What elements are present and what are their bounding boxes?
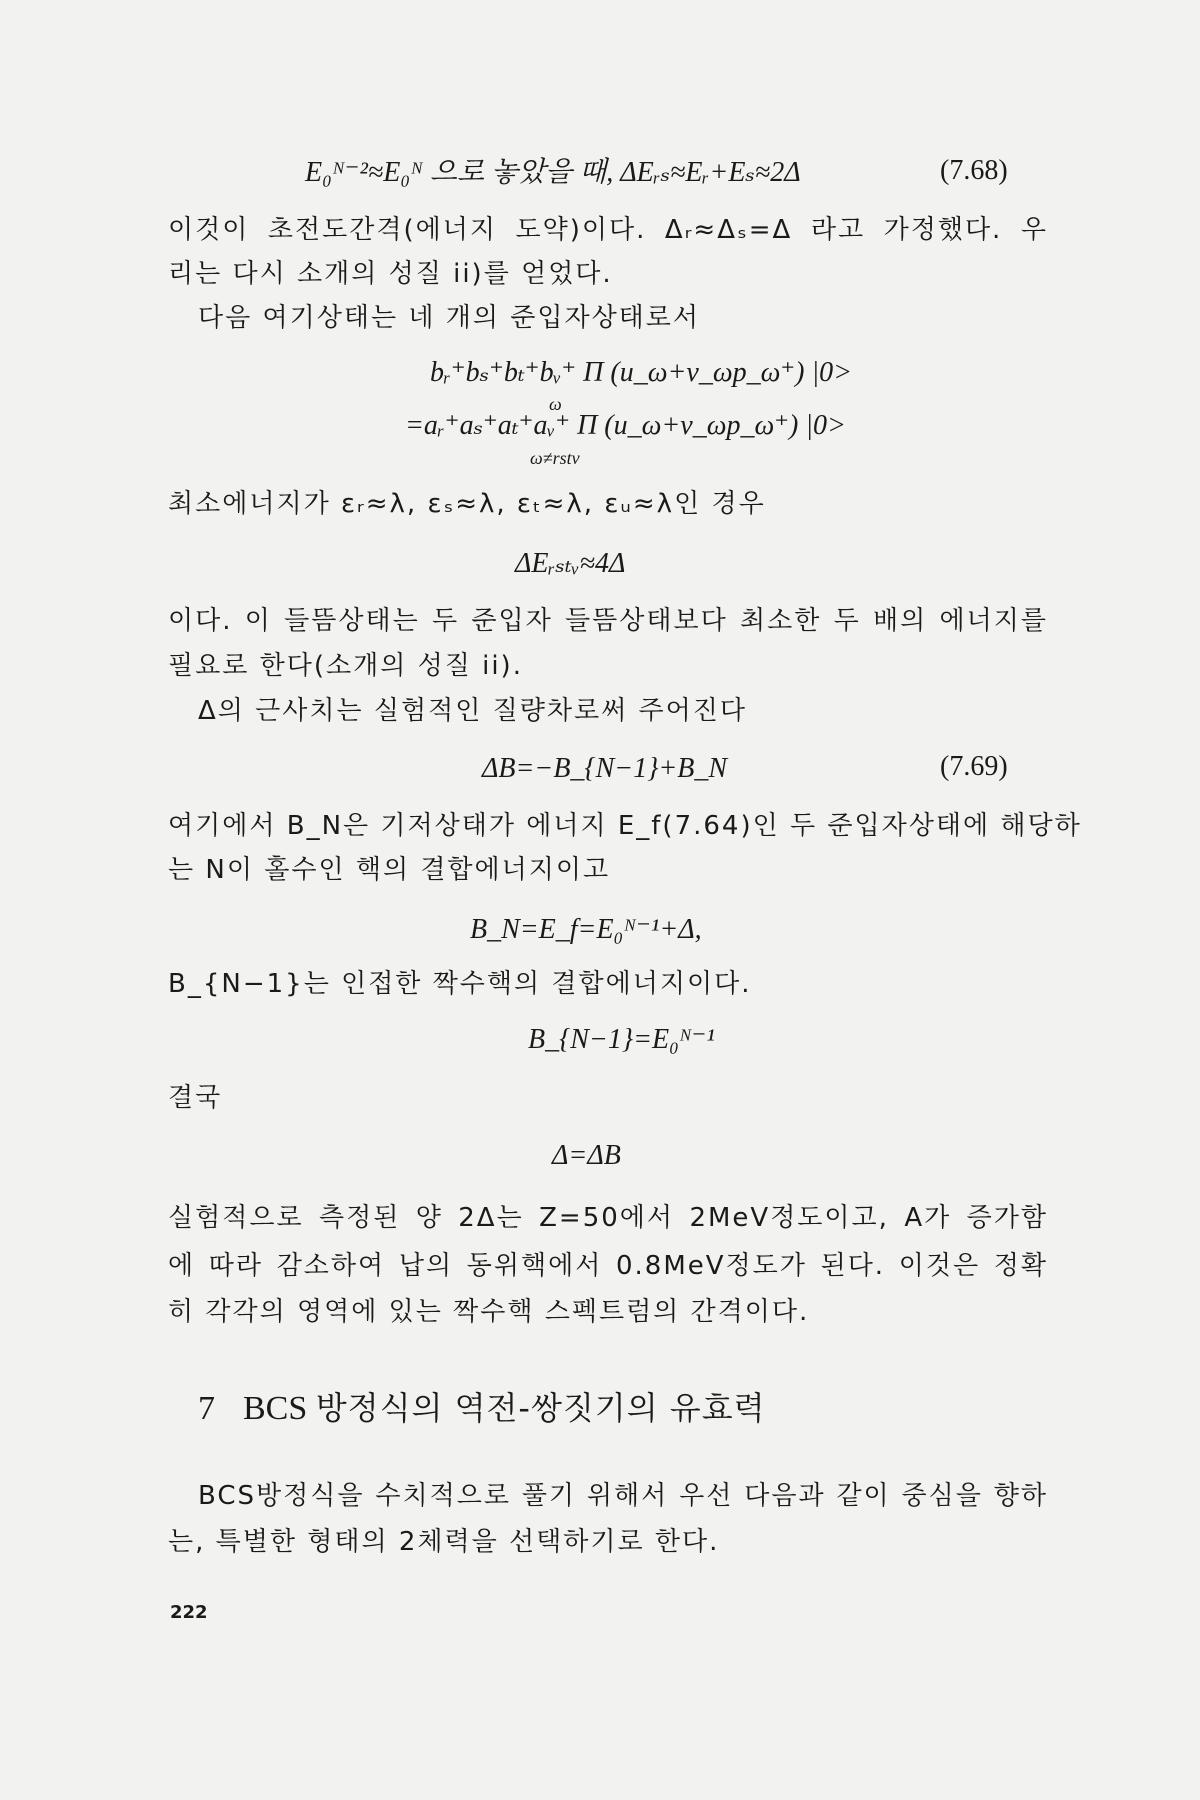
equation-BN: B_N=E_f=E₀ᴺ⁻¹+Δ, (470, 914, 702, 945)
state-equation-line-2: =aᵣ⁺aₛ⁺aₜ⁺aᵥ⁺ Π (u_ω+v_ωp_ω⁺) |0> (405, 410, 846, 441)
paragraph-line: 결국 (168, 1083, 223, 1113)
state-equation-line-1: bᵣ⁺bₛ⁺bₜ⁺bᵥ⁺ Π (u_ω+v_ωp_ω⁺) |0> (430, 357, 853, 388)
section-title-korean: 방정식의 역전-쌍짓기의 유효력 (315, 1389, 766, 1427)
equation-final: Δ=ΔB (552, 1140, 621, 1171)
equation-7-69: ΔB=−B_{N−1}+B_N (482, 753, 728, 784)
paragraph-line: B_{N−1}는 인접한 짝수핵의 결합에너지이다. (168, 969, 752, 999)
paragraph-line: 여기에서 B_N은 기저상태가 에너지 E_f(7.64)인 두 준입자상태에 해당하 (168, 811, 1082, 841)
product-subscript: ω≠rstv (530, 448, 580, 468)
paragraph-line: 최소에너지가 εᵣ≈λ, εₛ≈λ, εₜ≈λ, εᵤ≈λ인 경우 (168, 489, 766, 519)
section-number: 7 (198, 1390, 215, 1427)
paragraph-line: 히 각각의 영역에 있는 짝수핵 스펙트럼의 간격이다. (168, 1297, 810, 1327)
paragraph-line: 는, 특별한 형태의 2체력을 선택하기로 한다. (168, 1527, 720, 1557)
section-heading (198, 1383, 766, 1429)
paragraph-line: 이다. 이 들뜸상태는 두 준입자 들뜸상태보다 최소한 두 배의 에너지를 (168, 606, 1048, 636)
paragraph-line: 리는 다시 소개의 성질 ii)를 얻었다. (168, 259, 613, 289)
product-subscript: ω (549, 394, 562, 414)
paragraph-line: Δ의 근사치는 실험적인 질량차로써 주어진다 (198, 696, 747, 726)
equation-BN-1: B_{N−1}=E₀ᴺ⁻¹ (528, 1024, 715, 1055)
paragraph-line: 다음 여기상태는 네 개의 준입자상태로서 (198, 303, 701, 333)
paragraph-line: 필요로 한다(소개의 성질 ii). (168, 651, 523, 681)
equation-delta-4: ΔEᵣₛₜᵥ≈4Δ (515, 548, 626, 579)
section-title-latin: BCS (243, 1390, 308, 1427)
paragraph-line: BCS방정식을 수치적으로 풀기 위해서 우선 다음과 같이 중심을 향하 (198, 1481, 1048, 1511)
equation-number-7-69: (7.69) (940, 751, 1008, 782)
paragraph-line: 이것이 초전도간격(에너지 도약)이다. Δᵣ≈Δₛ=Δ 라고 가정했다. 우 (168, 215, 1048, 245)
equation-7-68: E₀ᴺ⁻²≈E₀ᴺ 으로 놓았을 때, ΔEᵣₛ≈Eᵣ+Eₛ≈2Δ (305, 157, 801, 188)
page-number: 222 (170, 1602, 208, 1623)
paragraph-line: 에 따라 감소하여 납의 동위핵에서 0.8MeV정도가 된다. 이것은 정확 (168, 1251, 1048, 1281)
equation-number-7-68: (7.68) (940, 155, 1008, 186)
paragraph-line: 실험적으로 측정된 양 2Δ는 Z=50에서 2MeV정도이고, A가 증가함 (168, 1203, 1048, 1233)
paragraph-line: 는 N이 홀수인 핵의 결합에너지이고 (168, 855, 611, 885)
